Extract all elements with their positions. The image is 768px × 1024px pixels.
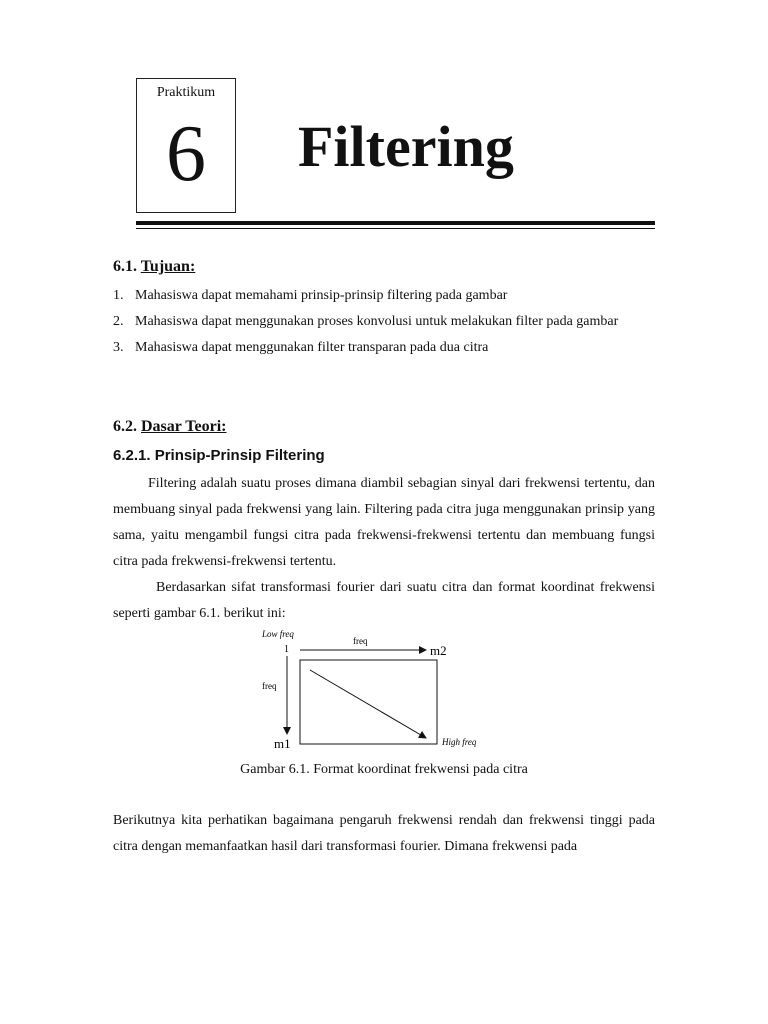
m2-label: m2 (430, 643, 447, 658)
list-text: Mahasiswa dapat menggunakan proses konvolusi untuk melakukan filter pada gambar (135, 314, 619, 329)
list-number: 2. (113, 314, 124, 329)
left-freq-label: freq (262, 681, 277, 691)
list-text: Mahasiswa dapat memahami prinsip-prinsip filtering pada gambar (135, 288, 508, 303)
list-text: Mahasiswa dapat menggunakan filter transparan pada dua citra (135, 340, 489, 355)
list-number: 3. (113, 340, 124, 355)
subsection-heading: 6.2.1. Prinsip-Prinsip Filtering (113, 447, 325, 464)
chapter-box (136, 78, 236, 213)
header-rule-thin (136, 228, 655, 229)
paragraph-2: Berdasarkan sifat transformasi fourier dari suatu citra dan format koordinat frekwensi seperti gambar 6.1. berikut ini: (113, 580, 655, 621)
origin-label: 1 (284, 644, 289, 655)
m1-label: m1 (274, 736, 291, 751)
section-title: Tujuan: (140, 258, 196, 275)
section-heading-dasar-teori (113, 417, 226, 437)
list-item (113, 309, 655, 335)
low-freq-label: Low freq (262, 629, 294, 639)
section-number: 6.1. (113, 258, 137, 275)
high-freq-label: High freq (442, 737, 477, 747)
frequency-coordinate-figure (250, 626, 510, 754)
paragraph-3: Berikutnya kita perhatikan bagaimana pengaruh frekwensi rendah dan frekwensi tinggi pada citra dengan memanfaatkan hasil dari transformasi fourier. Dimana frekwensi pada (113, 813, 655, 854)
figure-caption: Gambar 6.1. Format koordinat frekwensi pada citra (240, 762, 528, 777)
section-title: Dasar Teori: (141, 418, 227, 435)
top-freq-label: freq (353, 636, 368, 646)
chapter-number: 6 (166, 110, 206, 198)
chapter-title: Filtering (298, 114, 514, 179)
section-heading-tujuan (113, 257, 195, 277)
objectives-list (113, 283, 655, 361)
list-number: 1. (113, 288, 124, 303)
diagonal-arrow (310, 670, 426, 738)
list-item (113, 335, 655, 361)
frequency-rectangle (300, 660, 437, 744)
list-item (113, 283, 655, 309)
paragraph-1: Filtering adalah suatu proses dimana diambil sebagian sinyal dari frekwensi tertentu, dan membuang sinyal pada frekwensi yang lain. Filtering pada citra juga menggunakan prinsip yang sama, yaitu mengambil fungsi citra pada frekwensi-frekwensi tertentu dan membuang fungsi citra pada frekwensi-frekwensi tertentu. (113, 476, 655, 569)
section-number: 6.2. (113, 418, 137, 435)
praktikum-label: Praktikum (156, 85, 216, 100)
header-rule-thick (136, 221, 655, 225)
